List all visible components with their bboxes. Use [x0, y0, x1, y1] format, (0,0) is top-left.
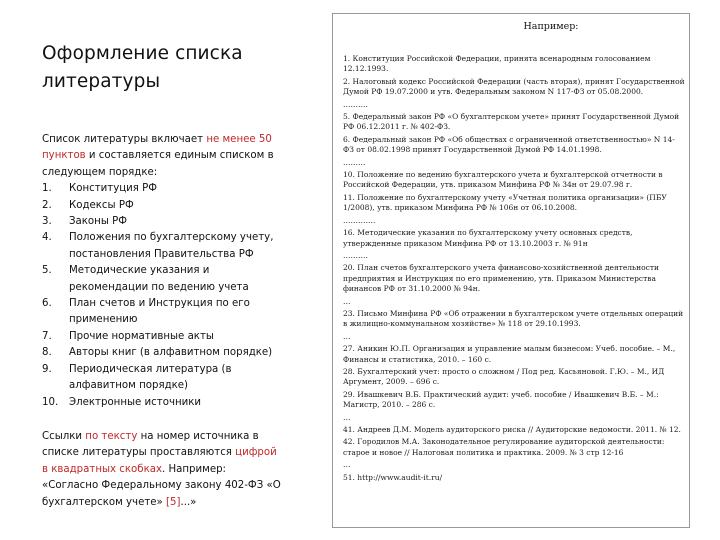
slide-title	[42, 40, 282, 96]
list-item	[42, 345, 282, 361]
example-paragraph	[42, 478, 282, 511]
reference-entry: …	[343, 412, 351, 422]
reference-entry: 1. Конституция Российской Федерации, принята всенародным голосованием 12.12.1993.	[343, 54, 651, 74]
reference-list	[343, 54, 685, 485]
intro-paragraph	[42, 132, 282, 181]
list-item-text: План счетов и Инструкция по его применению	[69, 298, 250, 326]
example-heading	[333, 14, 689, 36]
reference-entry: 6. Федеральный закон РФ «Об обществах с ограниченной ответственностью» N 14-ФЗ от 08.02.1998 принят Государственной Думой РФ 14.01.1998.	[343, 134, 675, 155]
order-list	[42, 181, 282, 411]
list-item-number: 5.	[42, 265, 52, 277]
list-item-text: Авторы книг (в алфавитном порядке)	[69, 347, 273, 359]
reference-entry: 42. Городилов М.А. Законодательное регулирование аудиторской деятельности: старое и новое // Налоговая политика и практика. 2009. № 3 стр 12-16	[343, 437, 665, 457]
slide-title-line2: литературы	[42, 71, 161, 92]
reference-entry: 20. План счетов бухгалтерского учета финансово-хозяйственной деятельности предприятия и Инструкция по его применению, утв. Приказом Министерства финансов РФ от 31.10.2000 № 94н.	[343, 263, 659, 294]
links-text-2: на номер источника в списке литературы проставляются	[42, 430, 259, 459]
reference-entry: ………	[343, 157, 366, 167]
list-item-number: 1.	[42, 183, 52, 195]
reference-entry: 51. http://www.audit-it.ru/	[343, 472, 443, 482]
intro-text-1: Список литературы включает	[42, 134, 207, 145]
list-item	[42, 198, 282, 214]
list-item-text: Периодическая литература (в алфавитном порядке)	[69, 363, 232, 392]
example-text-1: «Согласно Федеральному закону 402-ФЗ «О бухгалтерском учете»	[42, 480, 281, 508]
list-item-number: 3.	[42, 216, 52, 228]
left-panel	[42, 40, 282, 511]
list-item	[42, 230, 282, 263]
list-item-number: 9.	[42, 363, 52, 375]
list-item	[42, 296, 282, 329]
list-item-text: Законы РФ	[69, 216, 128, 228]
reference-entry: …	[343, 460, 351, 470]
list-item	[42, 329, 282, 345]
list-item-number: 4.	[42, 232, 52, 244]
reference-entry: …	[343, 296, 351, 306]
list-item-number: 8.	[42, 347, 52, 359]
example-text-2: ...»	[180, 496, 197, 508]
list-item	[42, 362, 282, 395]
list-item	[42, 395, 282, 411]
example-heading-text: Например:	[523, 21, 579, 32]
links-paragraph	[42, 429, 282, 478]
list-item-text: Конституция РФ	[69, 183, 158, 195]
reference-entry: 2. Налоговый кодекс Российской Федерации (часть вторая), принят Государственной Думой РФ 19.07.2000 и утв. Федеральным законом N 117-ФЗ от 05.08.2000.	[343, 76, 685, 97]
reference-entry: ……….	[343, 250, 368, 260]
reference-entry: 10. Положение по ведению бухгалтерского учета и бухгалтерской отчетности в Российской Федерации, утв. приказом Минфина РФ № 34н от 29.07.98 г.	[343, 170, 663, 190]
links-highlight-1: по тексту	[85, 430, 138, 442]
intro-text-2: и составляется единым списком в следующем порядке:	[42, 150, 274, 178]
links-highlight-2: цифрой в квадратных скобках	[42, 447, 277, 475]
list-item-number: 6.	[42, 298, 52, 310]
list-item	[42, 263, 282, 296]
links-text-3: . Например:	[162, 463, 226, 475]
reference-entry: 29. Ивашкевич В.Б. Практический аудит: учеб. пособие / Ивашкевич В.Б. – М.: Магистр, 2010. – 286 с.	[343, 389, 659, 410]
list-item-number: 2.	[42, 199, 52, 211]
intro-highlight: не менее 50 пунктов	[42, 134, 272, 162]
list-item-text: Кодексы РФ	[69, 199, 134, 211]
reference-entry: ……….	[343, 99, 368, 109]
links-text-1: Ссылки	[42, 430, 86, 442]
list-item-text: Электронные источники	[69, 396, 202, 408]
slide-title-line1: Оформление списка	[42, 43, 243, 64]
list-item	[42, 214, 282, 230]
reference-entry: 11. Положение по бухгалтерскому учету «Учетная политика организации» (ПБУ 1/2008), утв. приказом Минфина РФ № 106н от 06.10.2008.	[343, 192, 667, 213]
example-document-panel	[332, 13, 690, 528]
list-item-text: Положения по бухгалтерскому учету, постановления Правительства РФ	[69, 232, 274, 260]
reference-entry: ………….	[343, 215, 376, 225]
list-item-text: Прочие нормативные акты	[69, 330, 214, 342]
list-item	[42, 181, 282, 197]
list-item-text: Методические указания и рекомендации по ведению учета	[69, 265, 249, 293]
reference-entry: 23. Письмо Минфина РФ «Об отражении в бухгалтерском учете отдельных операций в жилищно-коммунальном хозяйстве» № 118 от 29.10.1993.	[343, 308, 684, 329]
reference-entry: 28. Бухгалтерский учет: просто о сложном / Под ред. Касьяновой. Г.Ю. – М., ИД Аргумент, 2009. – 696 с.	[343, 366, 665, 387]
reference-entry: 16. Методические указания по бухгалтерскому учету основных средств, утвержденные приказом Минфина РФ от 13.10.2003 г. № 91н	[343, 228, 633, 248]
reference-entry: 27. Аникин Ю.П. Организация и управление малым бизнесом: Учеб. пособие. – М., Финансы и статистика, 2010. – 160 с.	[343, 344, 676, 364]
list-item-number: 7.	[42, 330, 52, 342]
reference-entry: 5. Федеральный закон РФ «О бухгалтерском учете» принят Государственной Думой РФ 06.12.2011 г. № 402-ФЗ.	[343, 112, 680, 132]
reference-entry: 41. Андреев Д.М. Модель аудиторского риска // Аудиторские ведомости. 2011. № 12.	[343, 425, 681, 434]
example-highlight: [5]	[166, 496, 181, 508]
list-item-number: 10.	[42, 396, 59, 408]
reference-entry: …	[343, 331, 351, 341]
